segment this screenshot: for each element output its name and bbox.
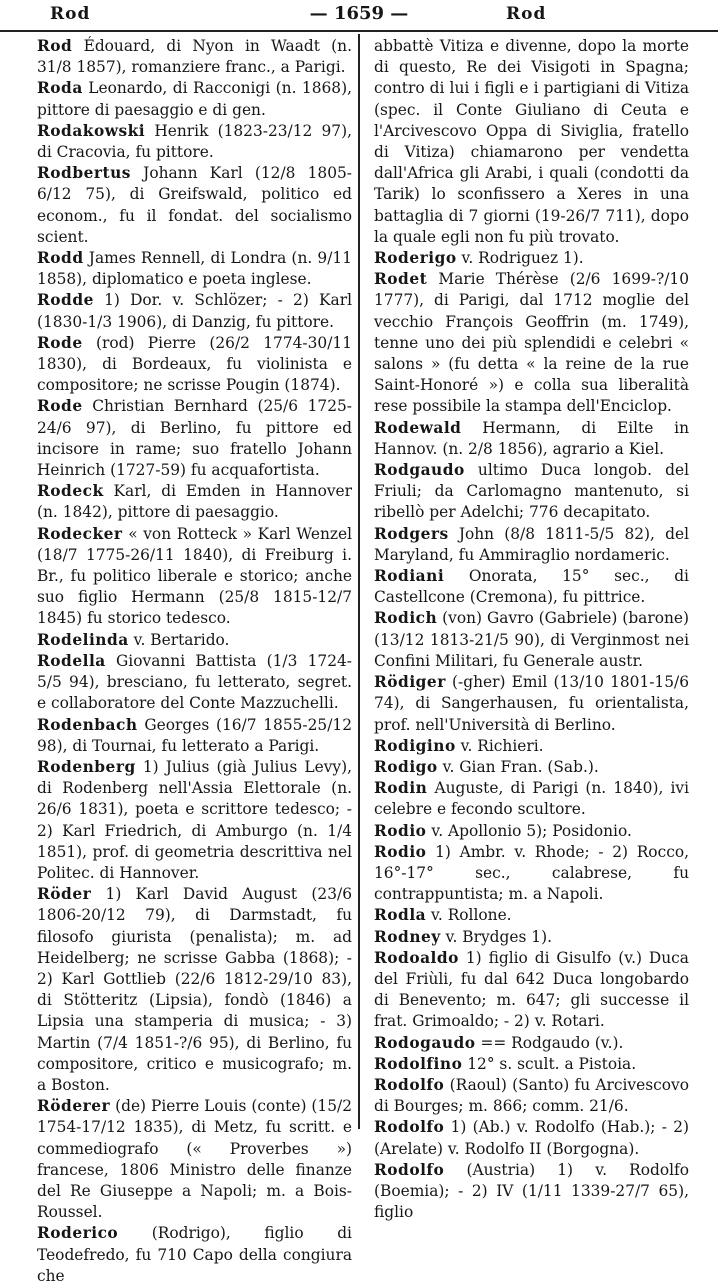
entry-text: « von Rotteck » Karl Wenzel (18/7 1775-26/11 1840), di Freiburg i. Br., fu politico liberale e storico; anche suo figlio Hermann (25/8 1815-12/7 1845) fu storico tedesco. <box>37 524 352 628</box>
dictionary-entry <box>37 715 352 757</box>
entry-headword: Rodigo <box>374 757 438 776</box>
entry-text: v. Rollone. <box>431 906 512 925</box>
entry-text: (de) Pierre Louis (conte) (15/2 1754-17/12 1835), di Metz, fu scritt. e commediografo (« Proverbes ») francese, 1806 Ministro delle finanze del Re Giuseppe a Napoli; m. a Bois-Roussel. <box>37 1097 352 1222</box>
entry-text: (von) Gavro (Gabriele) (barone) (13/12 1813-21/5 90), di Verginmost nei Confini Militari, fu Generale austr. <box>374 609 689 670</box>
entry-text: 1) Dor. v. Schlözer; - 2) Karl (1830-1/3 1906), di Danzig, fu pittore. <box>37 291 352 331</box>
entry-headword: Rodelinda <box>37 630 129 649</box>
entry-text: Johann Karl (12/8 1805-6/12 75), di Greifswald, politico ed econom., fu il fondat. del socialismo scient. <box>37 164 352 246</box>
entry-headword: Rodio <box>374 842 427 861</box>
entry-headword: Röder <box>37 885 92 904</box>
entry-text: abbattè Vitiza e divenne, dopo la morte di questo, Re dei Visigoti in Spagna; contro di lui i figli e i partigiani di Vitiza (spec. il Conte Giuliano di Ceuta e l'Arcivescovo Oppa di Siviglia, fratello di Vitiza) chiamarono per vendetta dall'Africa gli Arabi, i quali (condotti da Tarik) lo sconfissero a Xeres in una battaglia di 7 giorni (19-26/7 711), dopo la quale egli non fu più trovato. <box>374 37 689 246</box>
dictionary-entry <box>374 36 689 248</box>
left-column <box>37 36 352 1285</box>
column-divider <box>358 34 360 1129</box>
entry-text: == Rodgaudo (v.). <box>480 1033 624 1052</box>
entry-text: Karl, di Emden in Hannover (n. 1842), pittore di paesaggio. <box>37 482 352 522</box>
dictionary-entry <box>37 163 352 248</box>
entry-text: Leonardo, di Racconigi (n. 1868), pittore di paesaggio e di gen. <box>37 79 352 119</box>
dictionary-entry <box>374 757 689 778</box>
entry-text: Marie Thérèse (2/6 1699-?/10 1777), di Parigi, dal 1712 moglie del vecchio François Geoffrin (m. 1749), tenne uno dei più splendidi e celebri « salons » (fu detta « la reine de la rue Saint-Honoré ») e colla sua liberalità rese possibile la stampa dell'Enciclop. <box>374 270 689 416</box>
entry-headword: Rodolfo <box>374 1075 445 1094</box>
entry-text: v. Gian Fran. (Sab.). <box>442 757 599 776</box>
dictionary-entry <box>374 1117 689 1159</box>
running-head-left: Rod <box>50 4 91 24</box>
entry-headword: Rodgers <box>374 524 449 543</box>
header-rule <box>0 30 718 32</box>
entry-headword: Rode <box>37 333 83 352</box>
entry-text: (-gher) Emil (13/10 1801-15/6 74), di Sangerhausen, fu orientalista, prof. nell'Università di Berlino. <box>374 673 689 734</box>
dictionary-entry <box>37 651 352 715</box>
entry-headword: Rodet <box>374 270 428 289</box>
dictionary-entry <box>374 269 689 417</box>
right-column <box>374 36 689 1222</box>
entry-headword: Rodakowski <box>37 121 146 140</box>
entry-headword: Rodich <box>374 609 438 628</box>
page-header <box>0 0 718 30</box>
dictionary-entry <box>374 948 689 1033</box>
entry-text: 1) Julius (già Julius Levy), di Rodenberg nell'Assia Elettorale (n. 26/6 1831), poeta e scrittore tedesco; - 2) Karl Friedrich, di Amburgo (n. 1/4 1851), prof. di geometria descrittiva nel Politec. di Hannover. <box>37 757 352 882</box>
entry-text: 12° s. scult. a Pistoia. <box>467 1054 637 1073</box>
running-head-right: Rod <box>506 4 547 24</box>
entry-headword: Rodney <box>374 927 441 946</box>
entry-text: v. Richieri. <box>460 736 544 755</box>
dictionary-entry <box>374 736 689 757</box>
dictionary-entry <box>374 1054 689 1075</box>
entry-text: Édouard, di Nyon in Waadt (n. 31/8 1857), romanziere franc., a Parigi. <box>37 37 352 77</box>
entry-headword: Rodolfo <box>374 1160 445 1179</box>
dictionary-entry <box>374 1160 689 1224</box>
dictionary-entry <box>374 248 689 269</box>
entry-text: Auguste, di Parigi (n. 1840), ivi celebre e fecondo scultore. <box>374 779 689 819</box>
entry-text: Giovanni Battista (1/3 1724-5/5 94), bresciano, fu letterato, segret. e collaboratore del Conte Mazzuchelli. <box>37 651 352 713</box>
dictionary-entry <box>374 1033 689 1054</box>
entry-text: 1) Ambr. v. Rhode; - 2) Rocco, 16°-17° sec., calabrese, fu contrappuntista; m. a Napoli. <box>374 842 689 904</box>
entry-headword: Rodoaldo <box>374 948 459 967</box>
entry-headword: Roderigo <box>374 249 457 268</box>
dictionary-entry <box>37 481 352 523</box>
entry-headword: Rodiani <box>374 567 445 586</box>
dictionary-entry <box>374 524 689 566</box>
dictionary-entry <box>37 396 352 481</box>
entry-text: v. Brydges 1). <box>445 927 552 946</box>
entry-headword: Rodd <box>37 249 84 268</box>
entry-text: v. Rodriguez 1). <box>461 249 584 268</box>
entry-headword: Röderer <box>37 1097 111 1116</box>
entry-text: Christian Bernhard (25/6 1725-24/6 97), di Berlino, fu pittore ed incisore in rame; suo fratello Johann Heinrich (1727-59) fu acquafortista. <box>37 397 352 480</box>
entry-headword: Rod <box>37 37 73 55</box>
entry-text: Henrik (1823-23/12 97), di Cracovia, fu pittore. <box>37 121 352 162</box>
entry-text: ultimo Duca longob. del Friuli; da Carlomagno mantenuto, si ribellò per Adelchi; 776 decapitato. <box>374 461 689 522</box>
entry-headword: Rodde <box>37 291 94 310</box>
entry-headword: Rodio <box>374 821 427 840</box>
dictionary-entry <box>374 672 689 736</box>
dictionary-entry <box>37 121 352 163</box>
entry-text: Georges (16/7 1855-25/12 98), di Tournai, fu letterato a Parigi. <box>37 715 352 755</box>
entry-headword: Rodecker <box>37 524 123 543</box>
entry-headword: Rodenberg <box>37 757 136 776</box>
dictionary-entry <box>37 524 352 630</box>
entry-headword: Rodella <box>37 651 106 670</box>
entry-text: (Austria) 1) v. Rodolfo (Boemia); - 2) IV (1/11 1339-27/7 65), figlio <box>374 1160 689 1222</box>
entry-headword: Rode <box>37 397 83 416</box>
entry-text: (rod) Pierre (26/2 1774-30/11 1830), di Bordeaux, fu violinista e compositore; ne scrisse Pougin (1874). <box>37 333 352 395</box>
entry-headword: Rodogaudo <box>374 1033 476 1052</box>
entry-text: v. Bertarido. <box>133 630 230 649</box>
dictionary-entry <box>37 1223 352 1287</box>
entry-headword: Rodigino <box>374 736 456 755</box>
entry-text: James Rennell, di Londra (n. 9/11 1858), diplomatico e poeta inglese. <box>37 249 352 289</box>
dictionary-entry <box>37 333 352 397</box>
page-number: — 1659 — <box>309 3 409 24</box>
entry-text: v. Apollonio 5); Posidonio. <box>431 821 632 840</box>
entry-text: 1) (Ab.) v. Rodolfo (Hab.); - 2) (Arelate) v. Rodolfo II (Borgogna). <box>374 1118 689 1158</box>
entry-headword: Rodewald <box>374 418 462 437</box>
dictionary-entry <box>374 927 689 948</box>
dictionary-entry <box>37 630 352 651</box>
entry-headword: Rodolfo <box>374 1118 445 1137</box>
entry-headword: Rodla <box>374 906 427 925</box>
dictionary-entry <box>374 778 689 820</box>
dictionary-entry <box>374 608 689 672</box>
dictionary-entry <box>37 248 352 290</box>
entry-text: John (8/8 1811-5/5 82), del Maryland, fu Ammiraglio nordameric. <box>374 524 689 564</box>
dictionary-entry <box>37 1096 352 1223</box>
dictionary-entry <box>374 566 689 608</box>
entry-headword: Rodeck <box>37 482 104 501</box>
dictionary-entry <box>37 290 352 332</box>
dictionary-entry <box>374 842 689 906</box>
entry-text: Onorata, 15° sec., di Castellcone (Cremona), fu pittrice. <box>374 567 689 607</box>
dictionary-entry <box>374 460 689 524</box>
dictionary-entry <box>374 1075 689 1117</box>
dictionary-entry <box>374 821 689 842</box>
entry-headword: Rodbertus <box>37 164 131 183</box>
entry-headword: Rödiger <box>374 673 446 692</box>
entry-headword: Rodin <box>374 779 428 798</box>
entry-text: 1) Karl David August (23/6 1806-20/12 79), di Darmstadt, fu filosofo giurista (penalista); m. ad Heidelberg; ne scrisse Gabba (1868); - 2) Karl Gottlieb (22/6 1812-29/10 83), di Stötteritz (Lipsia), fondò (1846) a Lipsia una stamperia di musica; - 3) Martin (7/4 1851-?/6 95), di Berlino, fu compositore, critico e musicografo; m. a Boston. <box>37 885 352 1094</box>
entry-text: (Rodrigo), figlio di Teodefredo, fu 710 Capo della congiura che <box>37 1224 352 1285</box>
entry-headword: Rodenbach <box>37 715 138 734</box>
entry-text: (Raoul) (Santo) fu Arcivescovo di Bourges; m. 866; comm. 21/6. <box>374 1075 689 1116</box>
dictionary-entry <box>37 757 352 884</box>
entry-text: Hermann, di Eilte in Hannov. (n. 2/8 1856), agrario a Kiel. <box>374 418 689 458</box>
entry-headword: Roderico <box>37 1224 119 1243</box>
entry-headword: Rodgaudo <box>374 461 465 480</box>
entry-headword: Rodolfino <box>374 1054 463 1073</box>
entry-text: 1) figlio di Gisulfo (v.) Duca del Friùli, fu dal 642 Duca longobardo di Benevento; m. 647; gli successe il frat. Grimoaldo; - 2) v. Rotari. <box>374 948 689 1031</box>
entry-headword: Roda <box>37 79 83 98</box>
dictionary-entry <box>37 78 352 120</box>
dictionary-entry <box>374 418 689 460</box>
dictionary-entry <box>37 36 352 78</box>
dictionary-entry <box>37 884 352 1096</box>
dictionary-entry <box>374 905 689 926</box>
